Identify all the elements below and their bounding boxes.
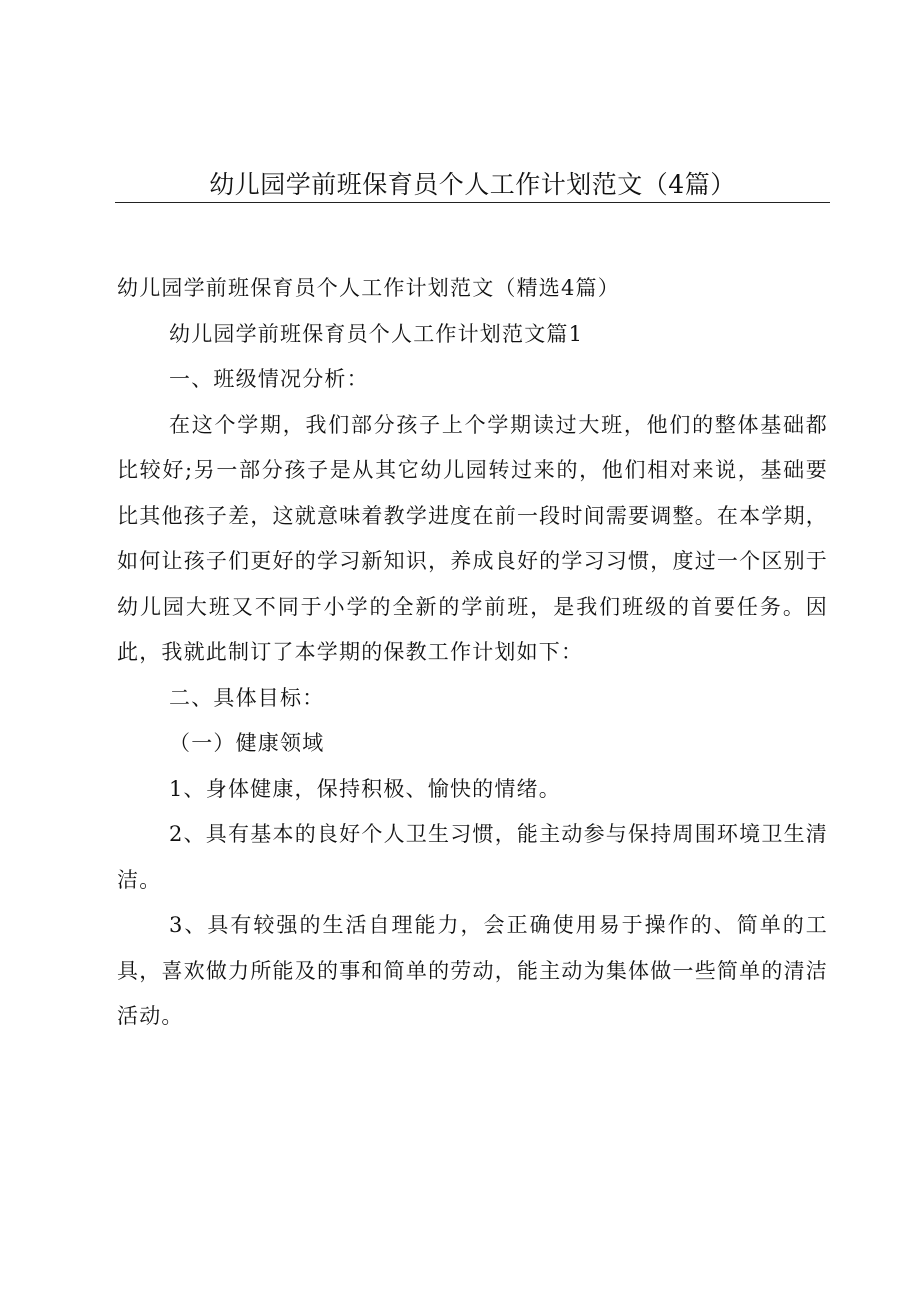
paragraph-item-2: 2、具有基本的良好个人卫生习惯，能主动参与保持周围环境卫生清洁。 xyxy=(117,822,828,892)
paragraph-heading-health: （一）健康领域 xyxy=(169,731,325,755)
paragraph-subtitle: 幼儿园学前班保育员个人工作计划范文（精选4篇） xyxy=(117,276,620,300)
paragraph-heading-class-analysis: 一、班级情况分析： xyxy=(169,367,369,391)
paragraph-heading-goals: 二、具体目标： xyxy=(169,685,325,710)
paragraph-item-1: 1、身体健康，保持积极、愉快的情绪。 xyxy=(169,776,561,801)
paragraph-section-heading: 幼儿园学前班保育员个人工作计划范文篇1 xyxy=(169,321,584,346)
paragraph-class-analysis: 在这个学期，我们部分孩子上个学期读过大班，他们的整体基础都比较好;另一部分孩子是从其它幼儿园转过来的，他们相对来说，基础要比其他孩子差，这就意味着教学进度在前一段时间需要调整。在本学期，如何让孩子们更好的学习新知识，养成良好的学习习惯，度过一个区别于幼儿园大班又不同于小学的全新的学前班，是我们班级的首要任务。因此，我就此制订了本学期的保教工作计划如下： xyxy=(117,412,828,664)
document-title: 幼儿园学前班保育员个人工作计划范文（4篇） xyxy=(209,170,736,199)
title-underline xyxy=(115,202,830,203)
paragraph-item-3: 3、具有较强的生活自理能力，会正确使用易于操作的、简单的工具，喜欢做力所能及的事和简单的劳动，能主动为集体做一些简单的清洁活动。 xyxy=(117,913,828,1028)
document-body xyxy=(117,266,828,1040)
